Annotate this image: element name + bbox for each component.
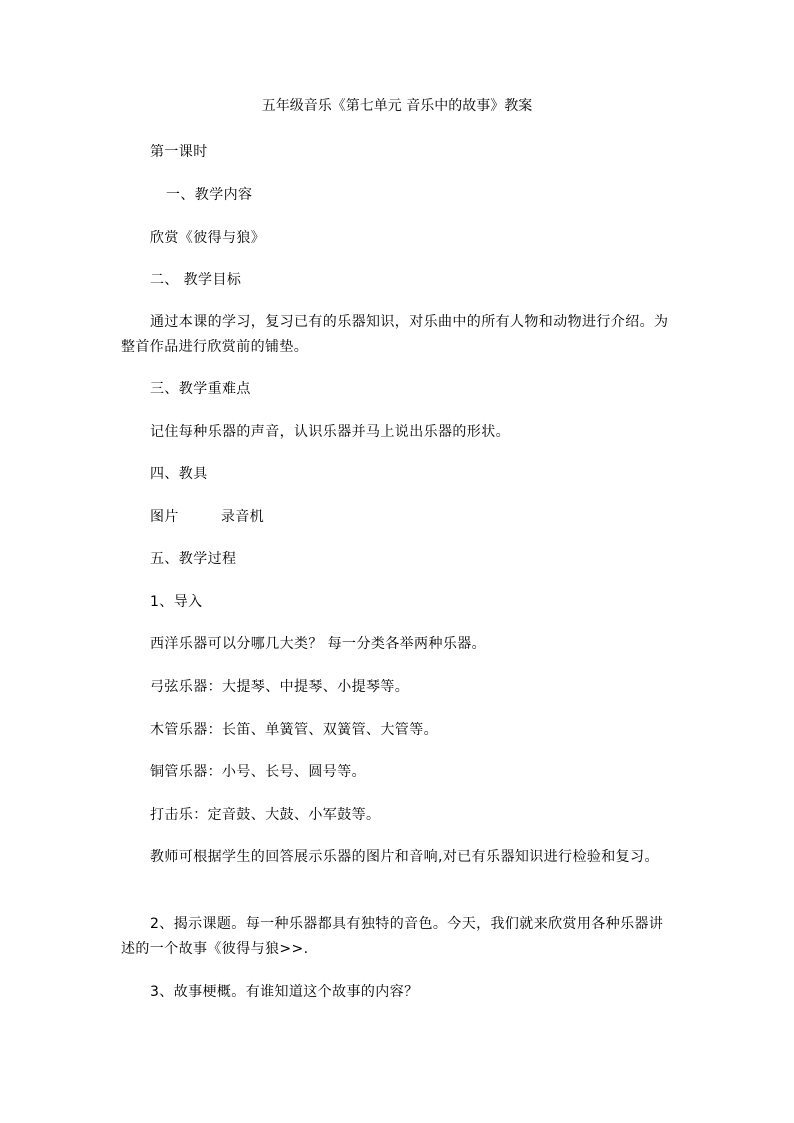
section1-body: 欣赏《彼得与狼》 xyxy=(150,230,266,246)
section1-heading: 一、教学内容 xyxy=(166,187,253,203)
document-title: 五年级音乐《第七单元 音乐中的故事》教案 xyxy=(261,98,533,114)
teaching-aid-item: 图片 xyxy=(150,509,179,525)
instrument-category: 打击乐：定音鼓、大鼓、小军鼓等。 xyxy=(150,807,381,823)
instrument-category: 木管乐器：长笛、单簧管、双簧管、大管等。 xyxy=(150,722,438,738)
step2-paragraph: 2、揭示课题。每一种乐器都具有独特的音色。今天，我们就来欣赏用各种乐器讲述的一个故事《彼得与狼>>. xyxy=(121,916,664,957)
instrument-category: 弓弦乐器：大提琴、中提琴、小提琴等。 xyxy=(150,679,410,695)
section4-heading: 四、教具 xyxy=(150,466,208,482)
teaching-aids-list xyxy=(150,507,264,527)
section2-body: 通过本课的学习，复习已有的乐器知识，对乐曲中的所有人物和动物进行介绍。为整首作品进行欣赏前的铺垫。 xyxy=(121,314,669,355)
step1-note: 教师可根据学生的回答展示乐器的图片和音响,对已有乐器知识进行检验和复习。 xyxy=(150,849,659,865)
section2-heading: 二、 教学目标 xyxy=(150,272,242,288)
teaching-aid-item: 录音机 xyxy=(220,509,265,525)
instrument-category: 铜管乐器：小号、长号、圆号等。 xyxy=(150,764,366,780)
lesson-label: 第一课时 xyxy=(150,144,208,160)
step1-question: 西洋乐器可以分哪几大类？ 每一分类各举两种乐器。 xyxy=(150,636,487,652)
section3-heading: 三、教学重难点 xyxy=(150,381,251,397)
section5-heading: 五、教学过程 xyxy=(150,551,237,567)
section3-body: 记住每种乐器的声音，认识乐器并马上说出乐器的形状。 xyxy=(150,424,510,440)
step3-paragraph: 3、故事梗概。有谁知道这个故事的内容？ xyxy=(150,984,419,1000)
step1-heading: 1、导入 xyxy=(150,594,203,610)
